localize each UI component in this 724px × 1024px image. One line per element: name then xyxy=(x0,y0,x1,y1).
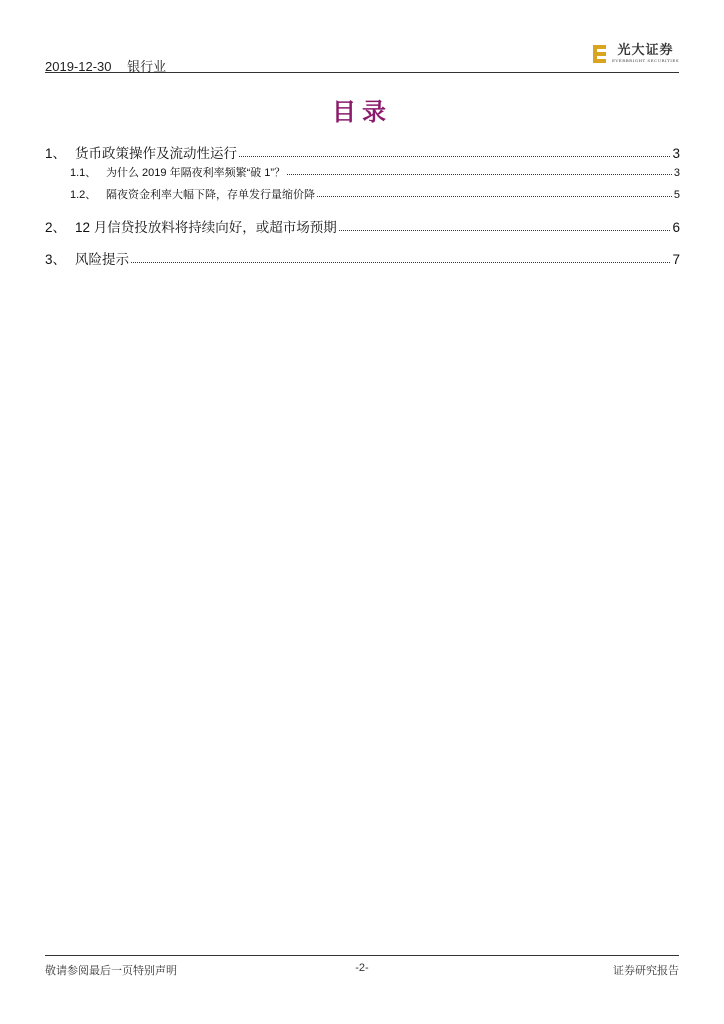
company-logo xyxy=(592,44,679,64)
toc-entry-page: 3 xyxy=(672,146,680,161)
toc-leader-dots xyxy=(239,156,670,157)
page-header xyxy=(45,42,679,73)
toc-entry-3[interactable] xyxy=(45,248,680,268)
toc-leader-dots xyxy=(317,196,672,197)
toc-entry-number: 1、 xyxy=(45,146,67,161)
toc-entry-page: 7 xyxy=(672,252,680,267)
logo-text-en: EVERBRIGHT SECURITIES xyxy=(612,58,679,63)
footer-report-type: 证券研究报告 xyxy=(613,965,679,977)
everbright-logo-icon xyxy=(592,44,608,64)
toc-entry-2[interactable] xyxy=(45,216,680,236)
toc-entry-text: 12 月信贷投放料将持续向好，或超市场预期 xyxy=(75,220,337,235)
toc-entry-number: 3、 xyxy=(45,252,67,267)
toc-entry-number: 2、 xyxy=(45,220,67,235)
logo-text-cn: 光大证券 xyxy=(617,43,674,58)
toc-entry-text: 货币政策操作及流动性运行 xyxy=(75,146,237,161)
toc-entry-number: 1.1、 xyxy=(70,167,97,179)
toc-entry-text: 风险提示 xyxy=(75,252,129,267)
page-number: -2- xyxy=(355,962,369,974)
toc-leader-dots xyxy=(339,230,671,231)
toc-leader-dots xyxy=(131,262,670,263)
toc-entry-page: 3 xyxy=(673,167,680,179)
toc-title: 目录 xyxy=(332,98,392,126)
toc-entry-1-2[interactable] xyxy=(70,186,680,202)
header-meta xyxy=(45,56,178,75)
footer-disclaimer: 敬请参阅最后一页特别声明 xyxy=(45,965,177,977)
toc-leader-dots xyxy=(287,174,672,175)
toc-entry-number: 1.2、 xyxy=(70,189,97,201)
industry-label: 银行业 xyxy=(127,59,167,74)
toc-entry-1[interactable] xyxy=(45,142,680,162)
toc-entry-1-1[interactable] xyxy=(70,164,680,180)
toc-entry-page: 6 xyxy=(672,220,680,235)
report-date: 2019-12-30 xyxy=(45,59,112,74)
toc-entry-text: 隔夜资金利率大幅下降，存单发行量缩价降 xyxy=(106,189,315,201)
toc-entry-page: 5 xyxy=(673,189,680,201)
toc-entry-text: 为什么 2019 年隔夜利率频繁“破 1”？ xyxy=(106,167,286,179)
page-footer xyxy=(45,955,679,976)
